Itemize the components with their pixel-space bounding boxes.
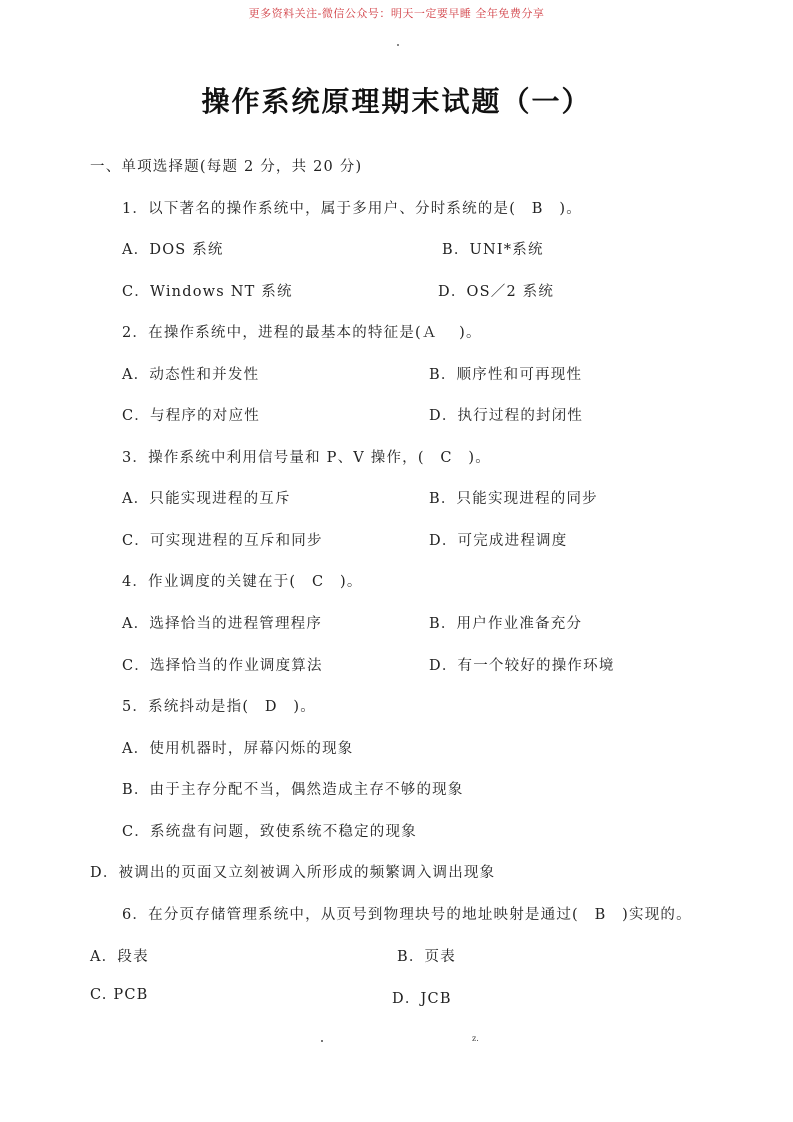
q3-option-c: C．可实现进程的互斥和同步 [122,533,323,549]
q5-option-c: C．系统盘有问题，致使系统不稳定的现象 [122,824,417,840]
watermark-banner: 更多资料关注-微信公众号：明天一定要早睡 全年免费分享 [248,7,545,20]
q6-option-c: C. PCB [90,987,149,1003]
q3-option-b: B．只能实现进程的同步 [429,491,598,507]
q5-option-d: D．被调出的页面又立刻被调入所形成的频繁调入调出现象 [90,865,496,881]
q5-option-b: B．由于主存分配不当，偶然造成主存不够的现象 [122,782,464,798]
footer-right-mark: z. [472,1034,479,1043]
q3-option-a: A．只能实现进程的互斥 [122,491,291,507]
q6-option-d: D．JCB [392,991,452,1007]
q3-option-d: D．可完成进程调度 [429,533,568,549]
question-stem-2: 2．在操作系统中，进程的最基本的特征是(Ａ )。 [122,325,482,341]
q1-option-a: A．DOS 系统 [122,242,224,258]
question-stem-3: 3．操作系统中利用信号量和 P、V 操作，( C )。 [122,450,491,466]
q4-option-c: C．选择恰当的作业调度算法 [122,658,323,674]
q5-option-a: A．使用机器时，屏幕闪烁的现象 [122,741,354,757]
section-heading: 一、单项选择题(每题 2 分，共 20 分) [90,159,363,175]
q4-option-d: D．有一个较好的操作环境 [429,658,615,674]
q2-option-b: B．顺序性和可再现性 [429,367,583,383]
question-stem-1: 1．以下著名的操作系统中，属于多用户、分时系统的是( B )。 [122,201,582,217]
q6-option-a: A．段表 [90,949,149,965]
q2-option-a: A．动态性和并发性 [122,367,260,383]
question-stem-6: 6．在分页存储管理系统中，从页号到物理块号的地址映射是通过( B )实现的。 [122,907,692,923]
q1-option-b: B．UNI*系统 [442,242,544,258]
header-dot [397,44,399,46]
q1-option-d: D．OS／2 系统 [438,284,555,300]
q1-option-c: C．Windows NT 系统 [122,284,293,300]
q2-option-d: D．执行过程的封闭性 [429,408,584,424]
page-title: 操作系统原理期末试题（一） [201,85,592,118]
q6-option-b: B．页表 [397,949,456,965]
footer-left-mark [321,1040,323,1042]
q4-option-b: B．用户作业准备充分 [429,616,583,632]
q4-option-a: A．选择恰当的进程管理程序 [122,616,323,632]
question-stem-5: 5．系统抖动是指( D )。 [122,699,316,715]
q2-option-c: C．与程序的对应性 [122,408,260,424]
question-stem-4: 4．作业调度的关键在于( C )。 [122,574,363,590]
